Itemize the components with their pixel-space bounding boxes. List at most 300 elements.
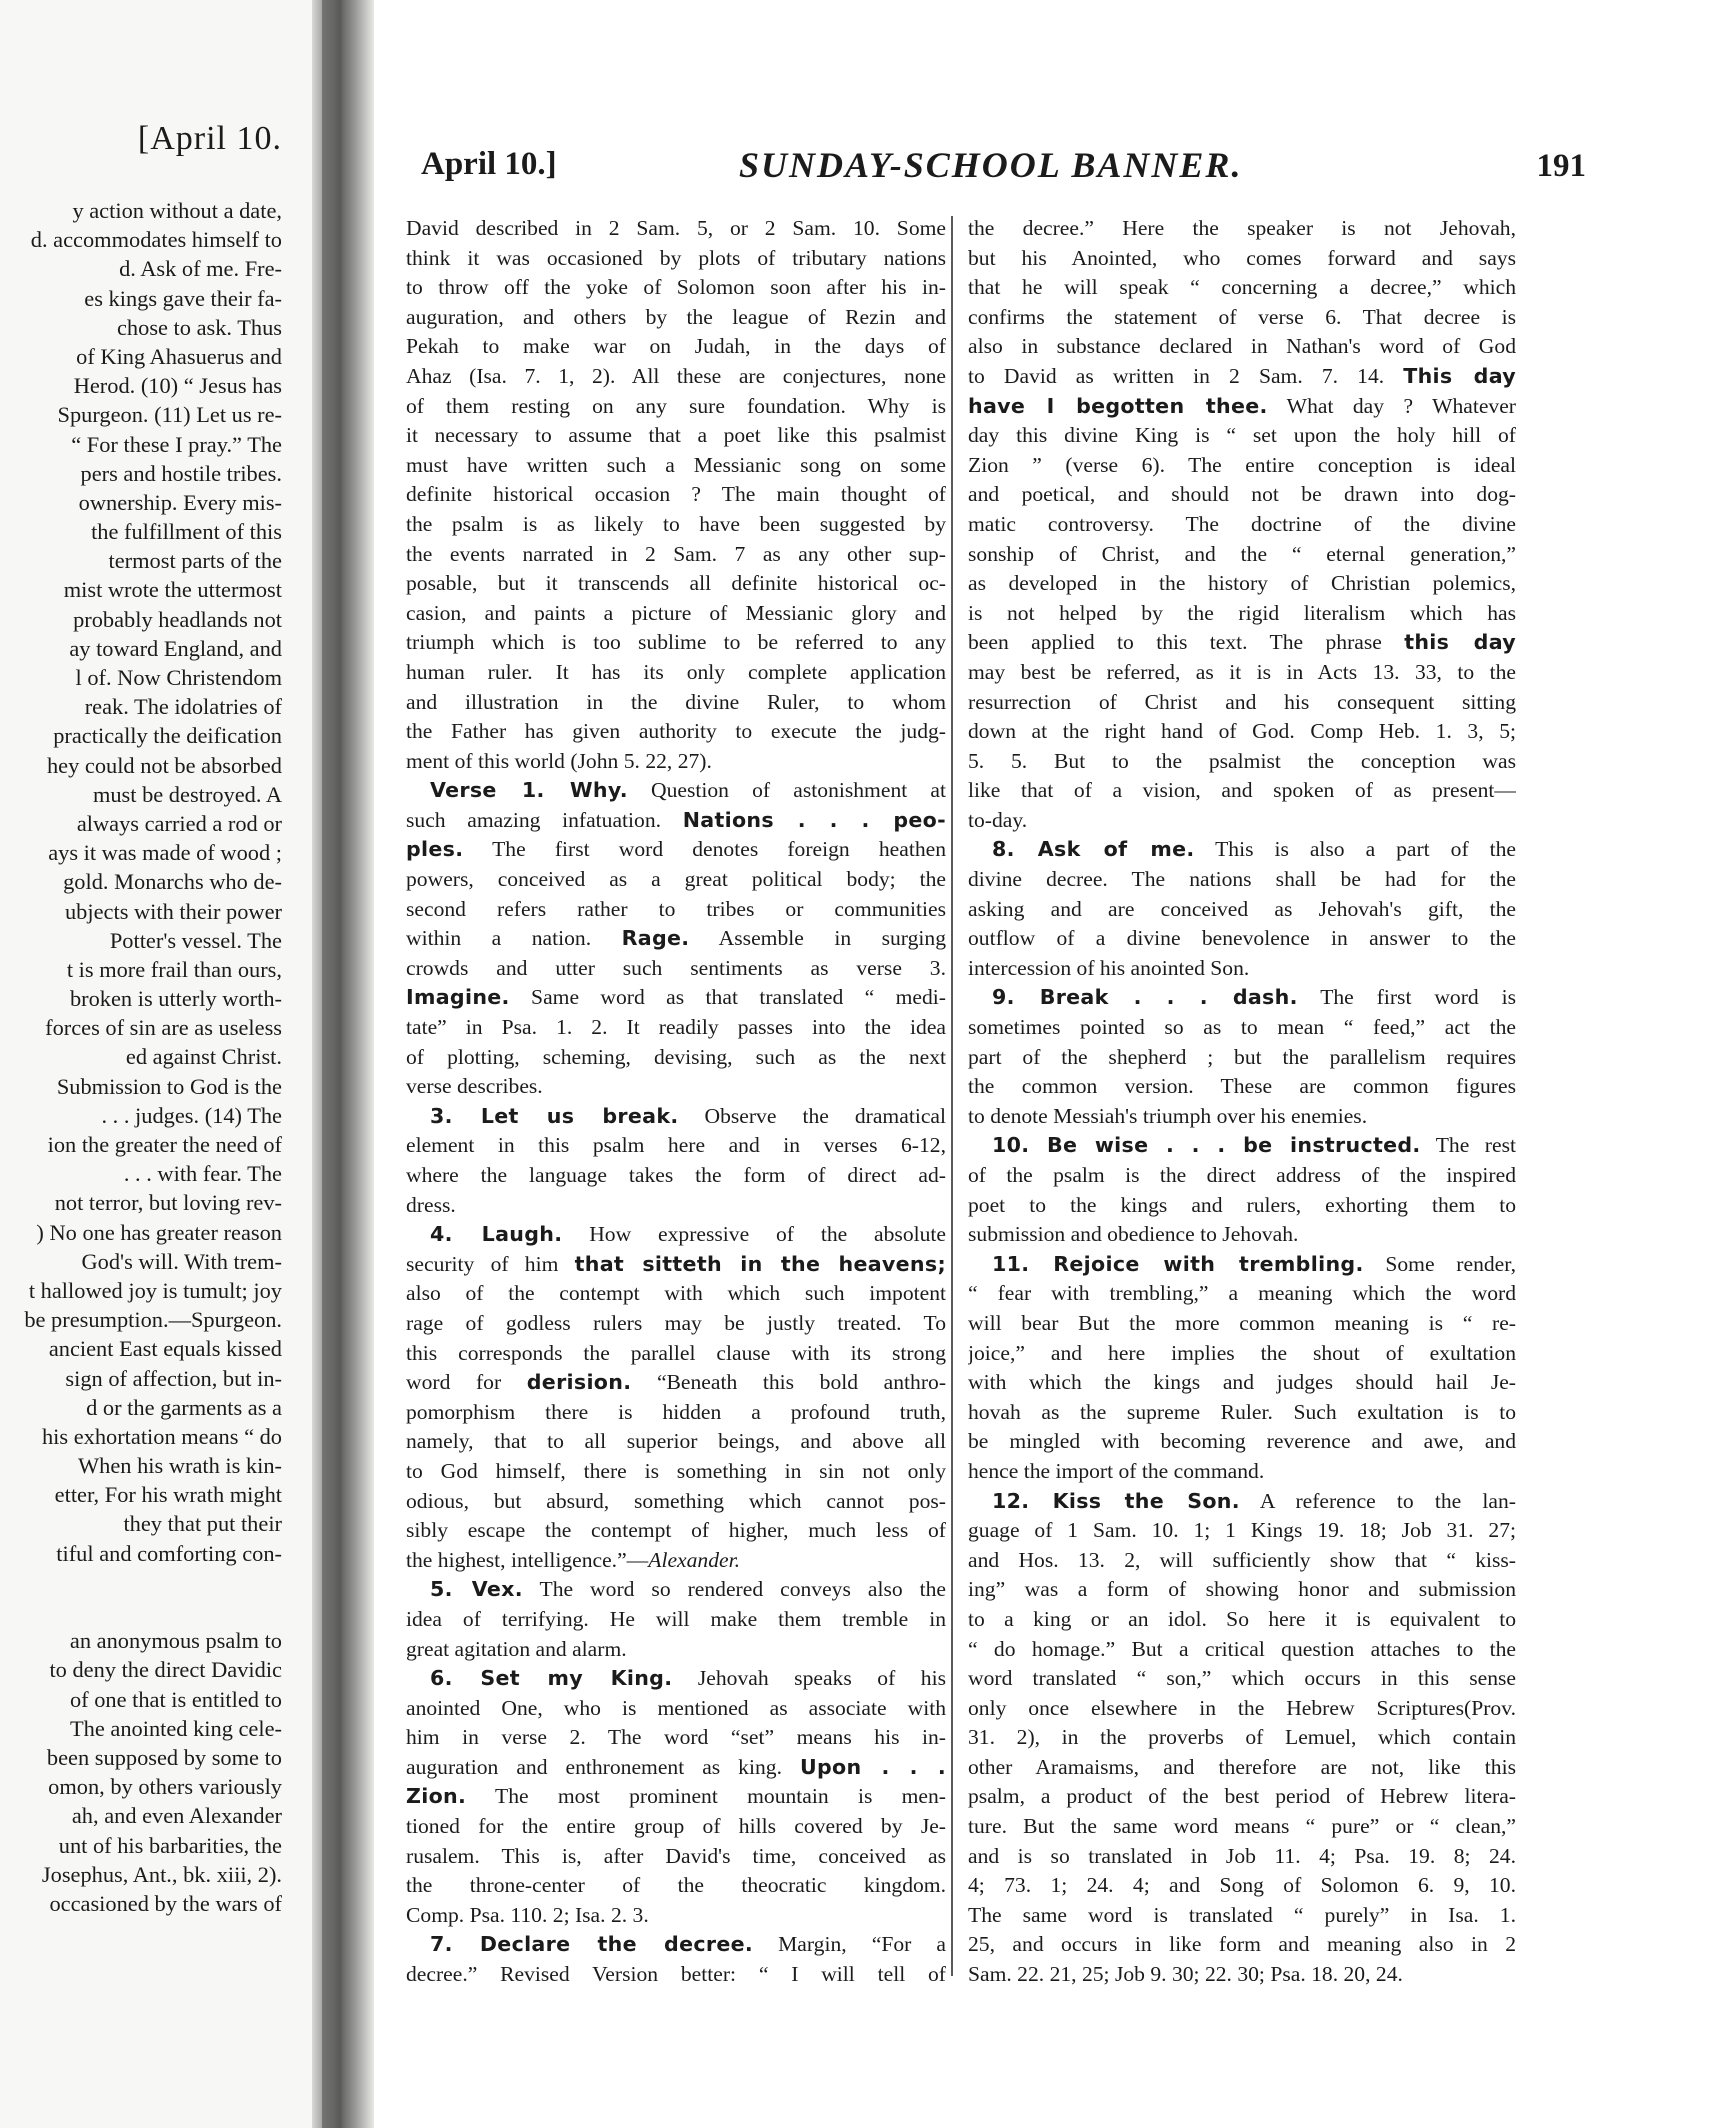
text-line — [968, 1072, 1516, 1102]
line-text: Some render, — [1363, 1251, 1516, 1276]
text-line — [968, 1487, 1516, 1517]
text-line — [968, 569, 1516, 599]
text-line — [406, 1782, 946, 1812]
previous-page-line: probably headlands not — [73, 606, 282, 632]
page-header — [421, 138, 1586, 198]
text-line — [406, 244, 946, 274]
text-line — [968, 451, 1516, 481]
text-line — [406, 747, 946, 777]
italic-citation: Alexander. — [648, 1547, 741, 1572]
line-text: joice,” and here implies the shout of exultation — [968, 1340, 1516, 1365]
text-line — [968, 628, 1516, 658]
text-line — [968, 1753, 1516, 1783]
previous-page-line: omon, by others variously — [48, 1774, 282, 1800]
header-date: April 10.] — [421, 146, 557, 182]
line-text: outflow of a divine benevolence in answer to the — [968, 926, 1516, 951]
line-text: also in substance declared in Nathan's word of God — [968, 334, 1516, 359]
previous-page-line: y action without a date, — [72, 198, 282, 223]
text-line — [968, 924, 1516, 954]
previous-page-line: to deny the direct Davidic — [49, 1657, 282, 1683]
text-line — [406, 599, 946, 629]
line-text: may best be referred, as it is in Acts 13. 33, to the — [968, 659, 1516, 684]
line-text: powers, conceived as a great political body; the — [406, 867, 946, 892]
text-line — [406, 1753, 946, 1783]
line-text: matic controversy. The doctrine of the divine — [968, 511, 1516, 536]
line-text: divine decree. The nations shall be had for the — [968, 867, 1516, 892]
text-line — [968, 1812, 1516, 1842]
line-text: Question of astonishment at — [627, 778, 946, 803]
text-line — [968, 895, 1516, 925]
previous-page-line: gold. Monarchs who de- — [63, 869, 282, 895]
text-line — [406, 332, 946, 362]
text-line — [968, 747, 1516, 777]
text-line — [968, 1575, 1516, 1605]
line-text: him in verse 2. The word “set” means his in- — [406, 1725, 946, 1750]
keyword-heading: This day — [1403, 363, 1516, 388]
line-text: element in this psalm here and in verses 6-12, — [406, 1133, 946, 1158]
line-text: the highest, intelligence.”— — [406, 1547, 649, 1572]
keyword-heading: 6. Set my King. — [430, 1666, 673, 1691]
previous-page-line: not terror, but loving rev- — [54, 1190, 282, 1216]
text-line — [406, 1013, 946, 1043]
text-line — [406, 451, 946, 481]
line-text: only once elsewhere in the Hebrew Scriptures(Prov. — [968, 1695, 1516, 1720]
text-line — [406, 1575, 946, 1605]
line-text: security of him — [406, 1251, 575, 1276]
previous-page-text — [0, 196, 282, 1918]
previous-page-line: . . . judges. (14) The — [101, 1102, 282, 1128]
text-line — [406, 688, 946, 718]
line-text: resurrection of Christ and his consequent sitting — [968, 689, 1516, 714]
text-line — [968, 1664, 1516, 1694]
text-line — [968, 303, 1516, 333]
line-text: rage of godless rulers may be justly treated. To — [406, 1310, 946, 1335]
previous-page-line: an anonymous psalm to — [69, 1628, 282, 1654]
header-title: SUNDAY-SCHOOL BANNER. — [739, 145, 1243, 185]
line-text: namely, that to all superior beings, and above all — [406, 1429, 946, 1454]
previous-page-line: be presumption.—Spurgeon. — [24, 1307, 282, 1333]
text-line — [968, 1339, 1516, 1369]
previous-page-line: l of. Now Christendom — [75, 665, 282, 690]
line-text: to throw off the yoke of Solomon soon after his in- — [406, 275, 946, 300]
text-column-right — [968, 214, 1516, 1990]
text-line — [406, 1427, 946, 1457]
text-line — [968, 1930, 1516, 1960]
line-text: the Father has given authority to execute the judg- — [406, 719, 946, 744]
line-text: where the language takes the form of direct ad- — [406, 1163, 946, 1187]
previous-page-line — [0, 1568, 282, 1597]
keyword-heading: 10. Be wise . . . be instructed. — [992, 1133, 1421, 1158]
keyword-heading: Nations . . . peo- — [682, 807, 946, 832]
text-line — [968, 717, 1516, 747]
previous-page-line: must be destroyed. A — [92, 781, 282, 807]
line-text: 31. 2), in the proverbs of Lemuel, which contain — [968, 1725, 1516, 1750]
line-text: triumph which is too sublime to be referred to any — [406, 630, 946, 655]
line-text: 25, and occurs in like form and meaning also in 2 — [968, 1932, 1516, 1957]
text-line — [968, 1220, 1516, 1250]
text-line — [406, 1368, 946, 1398]
keyword-heading: 5. Vex. — [430, 1577, 523, 1602]
text-line — [406, 1220, 946, 1250]
keyword-heading: Zion. — [406, 1784, 467, 1809]
line-text: This is also a part of the — [1194, 837, 1516, 862]
line-text: be mingled with becoming reverence and awe, and — [968, 1429, 1516, 1454]
keyword-heading: 7. Declare the decree. — [430, 1932, 753, 1957]
previous-page-line: ay toward England, and — [69, 635, 282, 661]
text-line — [406, 628, 946, 658]
line-text: to-day. — [968, 807, 1028, 832]
text-line — [406, 303, 946, 333]
previous-page-line — [0, 1597, 282, 1626]
line-text: Assemble in surging — [689, 926, 946, 951]
line-text: Margin, “For a — [752, 1932, 946, 1957]
line-text: day this divine King is “ set upon the holy hill of — [968, 423, 1516, 448]
text-line — [406, 1901, 946, 1931]
previous-page-line: mist wrote the uttermost — [63, 577, 282, 603]
text-line — [968, 1161, 1516, 1191]
line-text: ing” was a form of showing honor and submission — [968, 1577, 1516, 1602]
line-text: to David as written in 2 Sam. 7. 14. — [968, 363, 1404, 388]
keyword-heading: this day — [1404, 630, 1516, 655]
line-text: “ fear with trembling,” a meaning which the word — [968, 1281, 1516, 1306]
line-text: word translated “ son,” which occurs in this sense — [968, 1666, 1516, 1691]
keyword-heading: 11. Rejoice with trembling. — [992, 1251, 1364, 1276]
previous-page-line: reak. The idolatries of — [84, 694, 282, 720]
text-line — [406, 776, 946, 806]
text-line — [968, 1013, 1516, 1043]
text-line — [968, 688, 1516, 718]
previous-page-line: his exhortation means “ do — [41, 1423, 282, 1449]
keyword-heading: 9. Break . . . dash. — [992, 985, 1298, 1010]
line-text: Jehovah speaks of his — [672, 1666, 946, 1691]
previous-page-line: broken is utterly worth- — [69, 986, 282, 1012]
line-text: submission and obedience to Jehovah. — [968, 1222, 1299, 1247]
text-line — [406, 1487, 946, 1517]
line-text: and Hos. 13. 2, will sufficiently show that “ kiss- — [968, 1547, 1516, 1572]
line-text: dress. — [406, 1192, 456, 1217]
previous-page-line: t hallowed joy is tumult; joy — [28, 1277, 282, 1303]
binding-shadow — [322, 0, 344, 2128]
text-line — [968, 1782, 1516, 1812]
text-line — [968, 1842, 1516, 1872]
line-text: Same word as that translated “ medi- — [509, 985, 946, 1010]
text-line — [968, 599, 1516, 629]
line-text: must have written such a Messianic song on some — [406, 452, 946, 477]
previous-page-line: Josephus, Ant., bk. xiii, 2). — [41, 1861, 282, 1887]
keyword-heading: Imagine. — [406, 985, 510, 1010]
previous-page-line: ed against Christ. — [125, 1044, 282, 1070]
text-line — [406, 362, 946, 392]
text-line — [968, 540, 1516, 570]
line-text: the psalm is as likely to have been suggested by — [406, 511, 946, 536]
keyword-heading: 3. Let us break. — [430, 1103, 679, 1128]
text-line — [406, 1131, 946, 1161]
text-line — [968, 273, 1516, 303]
previous-page-line: forces of sin are as useless — [45, 1015, 282, 1041]
line-text: down at the right hand of God. Comp Heb. 1. 3, 5; — [968, 719, 1516, 744]
text-line — [968, 392, 1516, 422]
text-line — [406, 480, 946, 510]
text-line — [968, 1871, 1516, 1901]
line-text: human ruler. It has its only complete application — [406, 659, 946, 684]
text-line — [968, 214, 1516, 244]
previous-page-line: ancient East equals kissed — [48, 1336, 282, 1362]
text-line — [968, 510, 1516, 540]
line-text: think it was occasioned by plots of tributary nations — [406, 245, 946, 270]
page-number: 191 — [1536, 148, 1586, 184]
line-text: pomorphism there is hidden a profound truth, — [406, 1399, 946, 1424]
previous-page-line: of King Ahasuerus and — [76, 343, 282, 369]
text-line — [406, 1072, 946, 1102]
text-line — [968, 1131, 1516, 1161]
keyword-heading: ples. — [406, 837, 464, 862]
line-text: casion, and paints a picture of Messianic glory and — [406, 600, 946, 625]
text-line — [406, 806, 946, 836]
text-line — [406, 835, 946, 865]
previous-page-line: God's will. With trem- — [81, 1248, 282, 1274]
previous-page-line: always carried a rod or — [76, 810, 282, 836]
text-line — [406, 1309, 946, 1339]
line-text: rusalem. This is, after David's time, conceived as — [406, 1843, 946, 1868]
line-text: posable, but it transcends all definite historical oc- — [406, 571, 946, 596]
line-text: confirms the statement of verse 6. That decree is — [968, 304, 1516, 329]
previous-page-line: hey could not be absorbed — [46, 752, 282, 778]
line-text: of them resting on any sure foundation. Why is — [406, 393, 946, 418]
line-text: the events narrated in 2 Sam. 7 as any other sup- — [406, 541, 946, 566]
column-divider — [951, 216, 953, 1976]
previous-page-line: unt of his barbarities, the — [58, 1832, 282, 1858]
previous-page-header: [April 10. — [137, 120, 282, 157]
line-text: The same word is translated “ purely” in Isa. 1. — [968, 1902, 1516, 1927]
line-text: “Beneath this bold anthro- — [631, 1370, 946, 1395]
text-line — [968, 954, 1516, 984]
text-line — [968, 1102, 1516, 1132]
text-line — [968, 1723, 1516, 1753]
text-line — [968, 1398, 1516, 1428]
text-line — [406, 1871, 946, 1901]
line-text: psalm, a product of the best period of Hebrew litera- — [968, 1784, 1516, 1809]
text-line — [406, 1723, 946, 1753]
text-line — [968, 1368, 1516, 1398]
main-page — [374, 0, 1712, 2128]
line-text: asking and are conceived as Jehovah's gift, the — [968, 896, 1516, 921]
previous-page-line: ubjects with their power — [64, 898, 282, 924]
text-line — [406, 569, 946, 599]
line-text: of the psalm is the direct address of the inspired — [968, 1163, 1516, 1187]
line-text: hovah as the supreme Ruler. Such exultation is to — [968, 1399, 1516, 1424]
line-text: tate” in Psa. 1. 2. It readily passes into the idea — [406, 1015, 946, 1040]
text-line — [968, 1279, 1516, 1309]
text-line — [406, 540, 946, 570]
text-line — [968, 1427, 1516, 1457]
text-line — [406, 658, 946, 688]
line-text: sometimes pointed so as to mean “ feed,” act the — [968, 1015, 1516, 1040]
line-text: within a nation. — [406, 926, 622, 951]
line-text: decree.” Revised Version better: “ I will tell of — [406, 1962, 946, 1987]
line-text: The rest — [1420, 1133, 1516, 1158]
line-text: to God himself, there is something in sin not only — [406, 1458, 946, 1483]
previous-page-line: ion the greater the need of — [47, 1132, 282, 1157]
previous-page-line: been supposed by some to — [46, 1744, 282, 1770]
text-line — [968, 1457, 1516, 1487]
line-text: verse describes. — [406, 1074, 543, 1099]
line-text: Sam. 22. 21, 25; Job 9. 30; 22. 30; Psa. 18. 20, 24. — [968, 1962, 1403, 1987]
previous-page-line: tiful and comforting con- — [56, 1540, 282, 1566]
previous-page-line: d or the garments as a — [86, 1394, 282, 1420]
line-text: 4; 73. 1; 24. 4; and Song of Solomon 6. 9, 10. — [968, 1873, 1516, 1898]
text-line — [968, 362, 1516, 392]
line-text: it necessary to assume that a poet like this psalmist — [406, 423, 946, 448]
line-text: like that of a vision, and spoken of as present— — [968, 778, 1516, 803]
text-line — [968, 983, 1516, 1013]
line-text: anointed One, who is mentioned as associate with — [406, 1695, 946, 1720]
line-text: to denote Messiah's triumph over his enemies. — [968, 1103, 1368, 1128]
text-line — [406, 421, 946, 451]
line-text: the decree.” Here the speaker is not Jehovah, — [968, 216, 1516, 240]
line-text: auguration, and others by the league of Rezin and — [406, 304, 946, 329]
text-line — [968, 1694, 1516, 1724]
previous-page-line: sign of affection, but in- — [65, 1365, 282, 1391]
keyword-heading: derision. — [526, 1370, 632, 1395]
previous-page-fragment — [0, 0, 312, 2128]
text-line — [406, 1102, 946, 1132]
line-text: part of the shepherd ; but the parallelism requires — [968, 1044, 1516, 1069]
text-line — [406, 1930, 946, 1960]
line-text: great agitation and alarm. — [406, 1636, 627, 1661]
text-line — [968, 1191, 1516, 1221]
text-line — [406, 214, 946, 244]
line-text: How expressive of the absolute — [562, 1222, 946, 1247]
text-line — [406, 1250, 946, 1280]
text-line — [406, 1842, 946, 1872]
line-text: such amazing infatuation. — [406, 807, 683, 832]
previous-page-line: ays it was made of wood ; — [48, 840, 282, 866]
text-column-left — [406, 214, 946, 1990]
previous-page-line: . . . with fear. The — [123, 1161, 282, 1187]
previous-page-line: Submission to God is the — [56, 1073, 282, 1099]
text-line — [406, 1191, 946, 1221]
text-line — [968, 332, 1516, 362]
line-text: intercession of his anointed Son. — [968, 955, 1250, 980]
text-line — [968, 1605, 1516, 1635]
text-line — [406, 1635, 946, 1665]
previous-page-line: Spurgeon. (11) Let us re- — [57, 402, 282, 428]
line-text: been applied to this text. The phrase — [968, 630, 1405, 655]
previous-page-line: ) No one has greater reason — [36, 1219, 282, 1245]
text-line — [968, 1546, 1516, 1576]
previous-page-line: ownership. Every mis- — [78, 489, 282, 515]
text-line — [406, 273, 946, 303]
line-text: but his Anointed, who comes forward and says — [968, 245, 1516, 270]
text-line — [406, 1043, 946, 1073]
line-text: The most prominent mountain is men- — [466, 1784, 946, 1809]
text-line — [406, 1457, 946, 1487]
line-text: The first word is — [1297, 985, 1516, 1010]
previous-page-line: chose to ask. Thus — [116, 314, 282, 340]
line-text: auguration and enthronement as king. — [406, 1754, 800, 1779]
line-text: to a king or an idol. So here it is equivalent to — [968, 1606, 1516, 1631]
keyword-heading: that sitteth in the heavens; — [574, 1251, 946, 1276]
text-line — [968, 776, 1516, 806]
text-line — [406, 895, 946, 925]
previous-page-line: occasioned by the wars of — [49, 1890, 282, 1916]
text-line — [406, 954, 946, 984]
line-text: “ do homage.” But a critical question attaches to the — [968, 1636, 1516, 1661]
line-text: guage of 1 Sam. 10. 1; 1 Kings 19. 18; Job 31. 27; — [968, 1518, 1516, 1543]
line-text: The first word denotes foreign heathen — [463, 837, 946, 862]
previous-page-line: they that put their — [123, 1511, 282, 1537]
text-line — [968, 1635, 1516, 1665]
keyword-heading: 8. Ask of me. — [992, 837, 1195, 862]
previous-page-line: es kings gave their fa- — [84, 285, 282, 311]
previous-page-line: When his wrath is kin- — [78, 1453, 282, 1479]
text-line — [968, 865, 1516, 895]
text-line — [968, 1960, 1516, 1990]
text-line — [406, 983, 946, 1013]
text-line — [406, 1605, 946, 1635]
text-line — [406, 1516, 946, 1546]
line-text: ture. But the same word means “ pure” or “ clean,” — [968, 1814, 1516, 1839]
text-line — [406, 924, 946, 954]
text-line — [968, 1043, 1516, 1073]
previous-page-line: Potter's vessel. The — [109, 927, 282, 953]
line-text: David described in 2 Sam. 5, or 2 Sam. 10. Some — [406, 216, 946, 240]
text-line — [968, 421, 1516, 451]
previous-page-line: of one that is entitled to — [69, 1686, 282, 1712]
previous-page-line: termost parts of the — [108, 548, 282, 574]
text-line — [968, 658, 1516, 688]
line-text: with which the kings and judges should hail Je- — [968, 1370, 1516, 1395]
text-line — [406, 510, 946, 540]
line-text: odious, but absurd, something which cannot pos- — [406, 1488, 946, 1513]
previous-page-line: ah, and even Alexander — [71, 1803, 282, 1829]
text-line — [406, 392, 946, 422]
line-text: word for — [406, 1370, 527, 1395]
line-text: is not helped by the rigid literalism which has — [968, 600, 1516, 625]
previous-page-line: Herod. (10) “ Jesus has — [73, 373, 282, 399]
previous-page-line: pers and hostile tribes. — [80, 460, 282, 486]
line-text: What day ? Whatever — [1267, 393, 1516, 418]
text-line — [968, 1250, 1516, 1280]
text-line — [968, 480, 1516, 510]
line-text: tioned for the entire group of hills covered by Je- — [406, 1814, 946, 1839]
line-text: crowds and utter such sentiments as verse 3. — [406, 955, 946, 980]
keyword-heading: have I begotten thee. — [968, 393, 1268, 418]
line-text: the throne-center of the theocratic kingdom. — [406, 1873, 946, 1898]
previous-page-line: t is more frail than ours, — [66, 956, 282, 982]
line-text: and illustration in the divine Ruler, to whom — [406, 689, 946, 714]
text-line — [406, 865, 946, 895]
keyword-heading: 12. Kiss the Son. — [992, 1488, 1240, 1513]
line-text: and poetical, and should not be drawn into dog- — [968, 482, 1516, 507]
previous-page-line: The anointed king cele- — [69, 1715, 282, 1741]
keyword-heading: Upon . . . — [799, 1754, 946, 1779]
text-line — [968, 1901, 1516, 1931]
text-line — [406, 1694, 946, 1724]
line-text: A reference to the lan- — [1239, 1488, 1516, 1513]
previous-page-line: d. accommodates himself to — [30, 227, 282, 253]
text-line — [406, 1812, 946, 1842]
line-text: this corresponds the parallel clause with its strong — [406, 1340, 946, 1365]
line-text: other Aramaisms, and therefore are not, like this — [968, 1754, 1516, 1779]
text-line — [406, 1339, 946, 1369]
previous-page-line: the fulfillment of this — [91, 519, 282, 545]
text-line — [406, 1664, 946, 1694]
previous-page-line: practically the deification — [53, 723, 282, 749]
line-text: as developed in the history of Christian polemics, — [968, 571, 1516, 596]
text-line — [406, 1279, 946, 1309]
line-text: poet to the kings and rulers, exhorting them to — [968, 1192, 1516, 1217]
